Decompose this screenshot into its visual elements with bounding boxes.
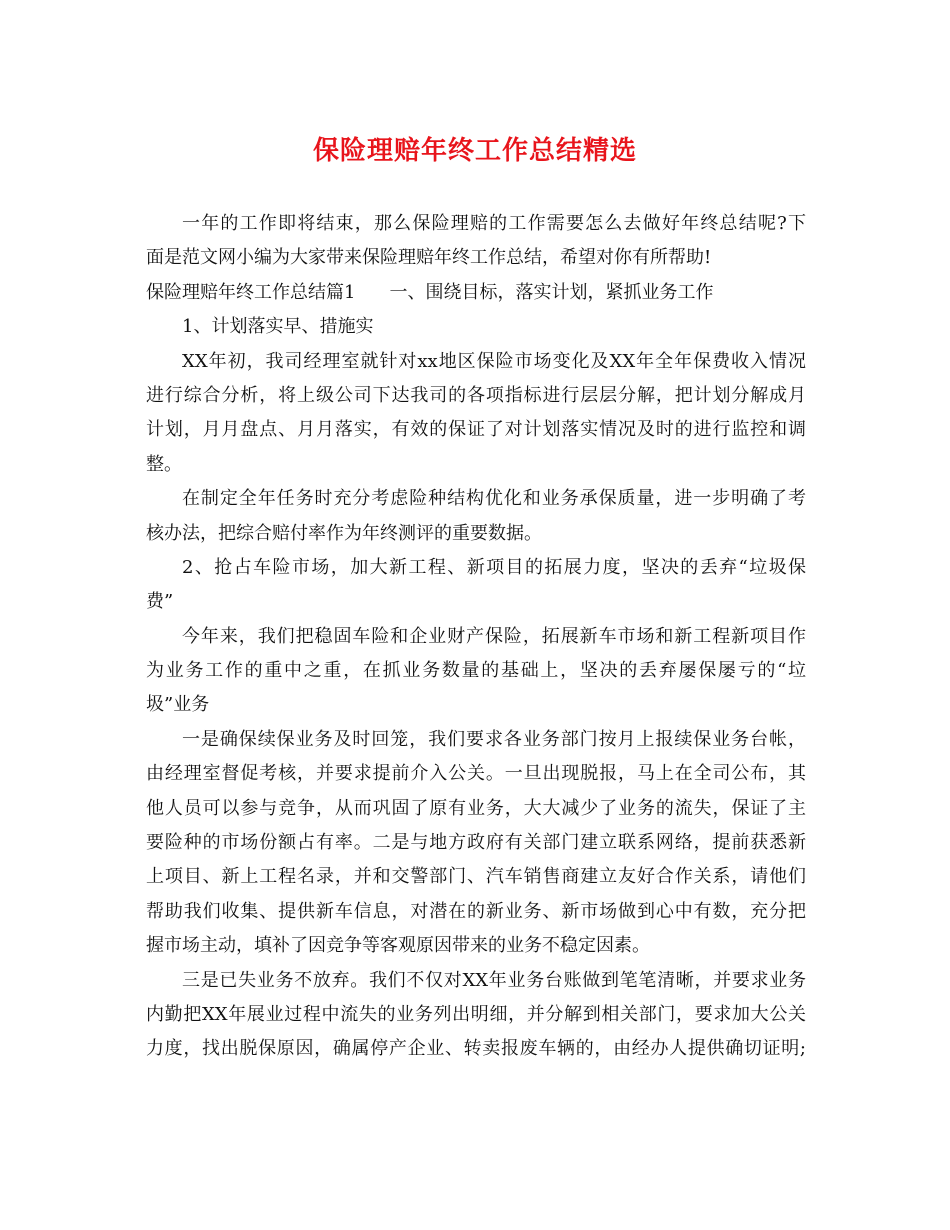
paragraph-line: 2、抢占车险市场，加大新工程、新项目的拓展力度，坚决的丢弃“垃圾保 [182,556,806,578]
paragraph-line: 费” [146,591,174,613]
paragraph-line: 帮助我们收集、提供新车信息，对潜在的新业务、新市场做到心中有数，充分把 [146,900,806,922]
document-body [146,207,806,1067]
paragraph-line: 今年来，我们把稳固车险和企业财产保险，拓展新车市场和新工程新项目作 [182,625,806,647]
paragraph-line: 为业务工作的重中之重，在抓业务数量的基础上，坚决的丢弃屡保屡亏的“垃 [146,660,806,682]
paragraph-line: 要险种的市场份额占有率。二是与地方政府有关部门建立联系网络，提前获悉新 [146,832,806,854]
paragraph-line: 他人员可以参与竞争，从而巩固了原有业务，大大减少了业务的流失，保证了主 [146,797,806,819]
paragraph-line: 力度，找出脱保原因，确属停产企业、转卖报废车辆的，由经办人提供确切证明; [146,1038,806,1060]
paragraph-line: 1、计划落实早、措施实 [182,316,374,338]
paragraph-line: 握市场主动，填补了因竞争等客观原因带来的业务不稳定因素。 [146,935,650,957]
paragraph-line: 由经理室督促考核，并要求提前介入公关。一旦出现脱报，马上在全司公布，其 [146,763,806,785]
paragraph-line: 在制定全年任务时充分考虑险种结构优化和业务承保质量，进一步明确了考 [182,488,806,510]
paragraph-line: 计划，月月盘点、月月落实，有效的保证了对计划落实情况及时的进行监控和调 [146,419,806,441]
paragraph-line: 整。 [146,453,182,475]
paragraph-line: 进行综合分析，将上级公司下达我司的各项指标进行层层分解，把计划分解成月 [146,384,806,406]
paragraph-line: 上项目、新上工程名录，并和交警部门、汽车销售商建立友好合作关系，请他们 [146,866,806,888]
section-heading: 保险理赔年终工作总结篇1 [146,281,356,303]
paragraph-line: XX年初，我司经理室就针对xx地区保险市场变化及XX年全年保费收入情况 [182,350,806,372]
paragraph-line [146,276,806,310]
paragraph-line: 圾”业务 [146,694,210,716]
paragraph-line: 内勤把XX年展业过程中流失的业务列出明细，并分解到相关部门，要求加大公关 [146,1003,806,1025]
paragraph-line: 核办法，把综合赔付率作为年终测评的重要数据。 [146,522,542,544]
paragraph-line: 面是范文网小编为大家带来保险理赔年终工作总结，希望对你有所帮助! [146,247,712,269]
paragraph-line: 一是确保续保业务及时回笼，我们要求各业务部门按月上报续保业务台帐， [182,728,806,750]
paragraph-line: 三是已失业务不放弃。我们不仅对XX年业务台账做到笔笔清晰，并要求业务 [182,969,806,991]
section-subheading: 一、围绕目标，落实计划，紧抓业务工作 [389,281,714,303]
paragraph-line: 一年的工作即将结束，那么保险理赔的工作需要怎么去做好年终总结呢?下 [182,213,806,234]
document-title: 保险理赔年终工作总结精选 [312,136,637,166]
